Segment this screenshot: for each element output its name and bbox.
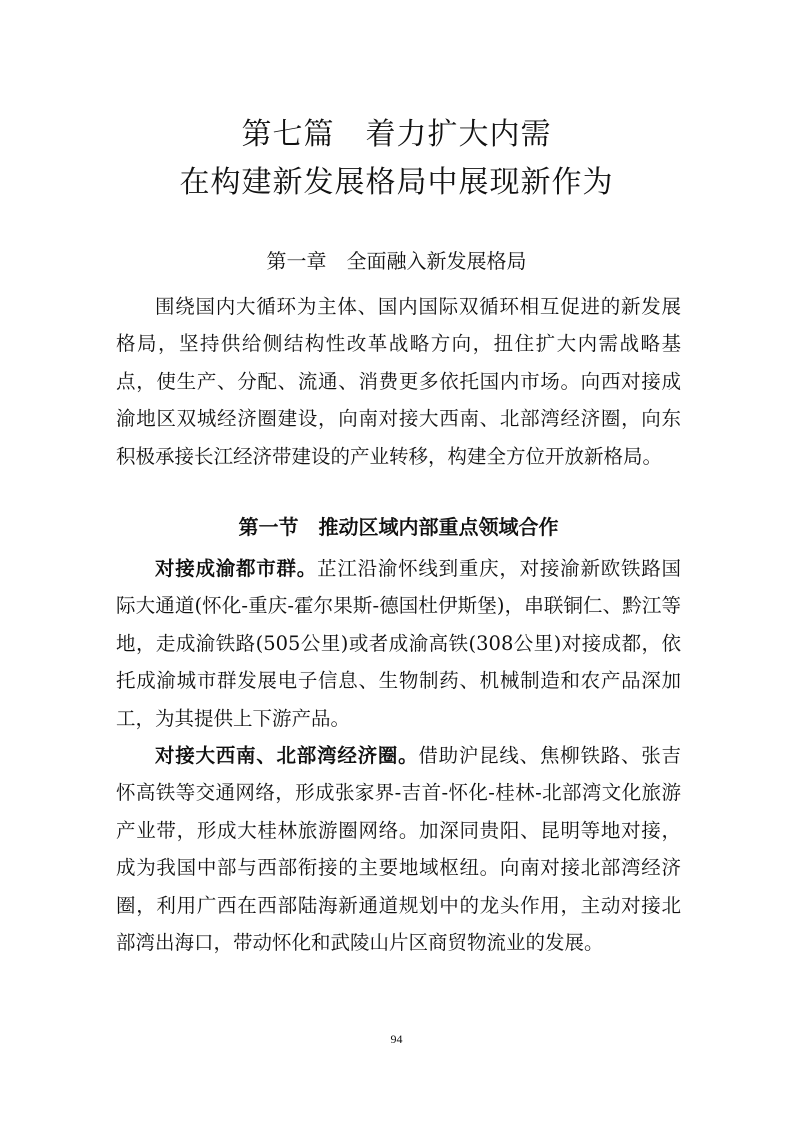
paragraph-text: 借助沪昆线、焦柳铁路、张吉怀高铁等交通网络，形成张家界-吉首-怀化-桂林-北部湾文化旅游产业带，形成大桂林旅游圈网络。加深同贵阳、昆明等地对接，成为我国中部与西部衔接的主要地域枢纽。向南对接北部湾经济圈，利用广西在西部陆海新通道规划中的龙头作用，主动对接北部湾出海口，带动怀化和武陵山片区商贸物流业的发展。 — [116, 744, 681, 955]
page-number: 94 — [390, 1032, 403, 1046]
paragraph-text: 芷江沿渝怀线到重庆，对接渝新欧铁路国际大通道(怀化-重庆-霍尔果斯-德国杜伊斯堡)，串联铜仁、黔江等地，走成渝铁路(505公里)或者成渝高铁(308公里)对接成都，依托成渝城市群发展电子信息、生物制药、机械制造和农产品深加工，为其提供上下游产品。 — [116, 557, 681, 730]
paragraph-beibu-gulf — [116, 737, 681, 961]
chapter-intro-paragraph: 围绕国内大循环为主体、国内国际双循环相互促进的新发展格局，坚持供给侧结构性改革战略方向，扭住扩大内需战略基点，使生产、分配、流通、消费更多依托国内市场。向西对接成渝地区双城经济圈建设，向南对接大西南、北部湾经济圈，向东积极承接长江经济带建设的产业转移，构建全方位开放新格局。 — [116, 295, 681, 468]
part-title-line-1: 第七篇 着力扩大内需 — [241, 117, 552, 152]
paragraph-chengyu — [116, 550, 681, 737]
section-title: 第一节 推动区域内部重点领域合作 — [238, 515, 559, 539]
chapter-title: 第一章 全面融入新发展格局 — [266, 249, 527, 273]
paragraph-lead: 对接成渝都市群。 — [155, 557, 318, 580]
chapter-intro-block — [116, 288, 681, 475]
section-body — [116, 550, 681, 961]
paragraph-lead: 对接大西南、北部湾经济圈。 — [155, 744, 419, 768]
part-title-line-2: 在构建新发展格局中展现新作为 — [179, 165, 614, 200]
